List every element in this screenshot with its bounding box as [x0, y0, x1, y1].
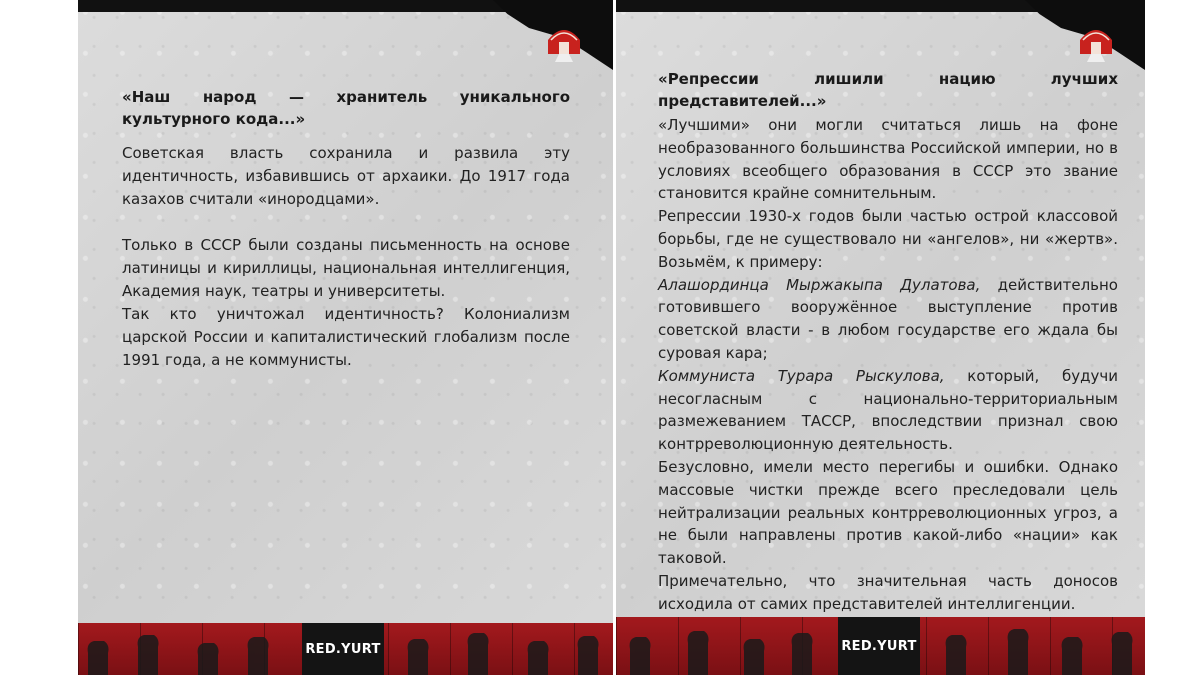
footer-banner [78, 623, 613, 675]
left-heading: «Наш народ — хранитель уникального культурного кода...» [122, 88, 570, 128]
brand-label: RED.YURT [838, 617, 920, 675]
right-heading: «Репрессии лишили нацию лучших представителей...» [658, 70, 1118, 110]
ryskulov-name: Коммуниста Турара Рыскулова, [658, 366, 945, 385]
brand-label: RED.YURT [302, 623, 384, 675]
right-text-block [658, 68, 1118, 616]
right-paragraph-6: Примечательно, что значительная часть доносов исходила от самих представителей интеллигенции. [658, 571, 1118, 613]
ryskulov-text: который, будучи несогласным с национально-территориальным размежеванием ТАССР, впоследствии признал свою контрреволюционную деятельность. [658, 366, 1118, 454]
right-paragraph-3 [658, 274, 1118, 365]
right-panel [616, 0, 1145, 675]
left-paragraph-3: Так кто уничтожал идентичность? Колониализм царской России и капиталистический глобализм после 1991 года, а не коммунисты. [122, 305, 570, 369]
left-panel [78, 0, 613, 675]
left-text-block [122, 86, 570, 372]
footer-banner [616, 617, 1145, 675]
dulatov-text: действительно готовившего вооружённое выступление против советской власти - в любом государстве его ждала бы суровая кара; [658, 275, 1118, 362]
right-paragraph-4 [658, 365, 1118, 456]
yurt-logo-icon [545, 18, 583, 62]
left-paragraph-1: Советская власть сохранила и развила эту идентичность, избавившись от архаики. До 1917 года казахов считали «инородцами». [122, 144, 570, 208]
right-paragraph-2: Репрессии 1930-х годов были частью острой классовой борьбы, где не существовало ни «ангелов», ни «жертв». Возьмём, к примеру: [658, 207, 1118, 271]
dulatov-name: Алашординца Мыржакыпа Дулатова, [658, 275, 981, 294]
right-paragraph-1: «Лучшими» они могли считаться лишь на фоне необразованного большинства Российской империи, но в условиях всеобщего образования в СССР это звание становится крайне сомнительным. [658, 116, 1118, 203]
left-paragraph-2: Только в СССР были созданы письменность на основе латиницы и кириллицы, национальная интеллигенция, Академия наук, театры и университеты. [122, 236, 570, 300]
right-paragraph-5: Безусловно, имели место перегибы и ошибки. Однако массовые чистки прежде всего преследовали цель нейтрализации реальных контрреволюционных угроз, а не были направлены против какой-либо «нации» как таковой. [658, 457, 1118, 568]
yurt-logo-icon [1077, 18, 1115, 62]
